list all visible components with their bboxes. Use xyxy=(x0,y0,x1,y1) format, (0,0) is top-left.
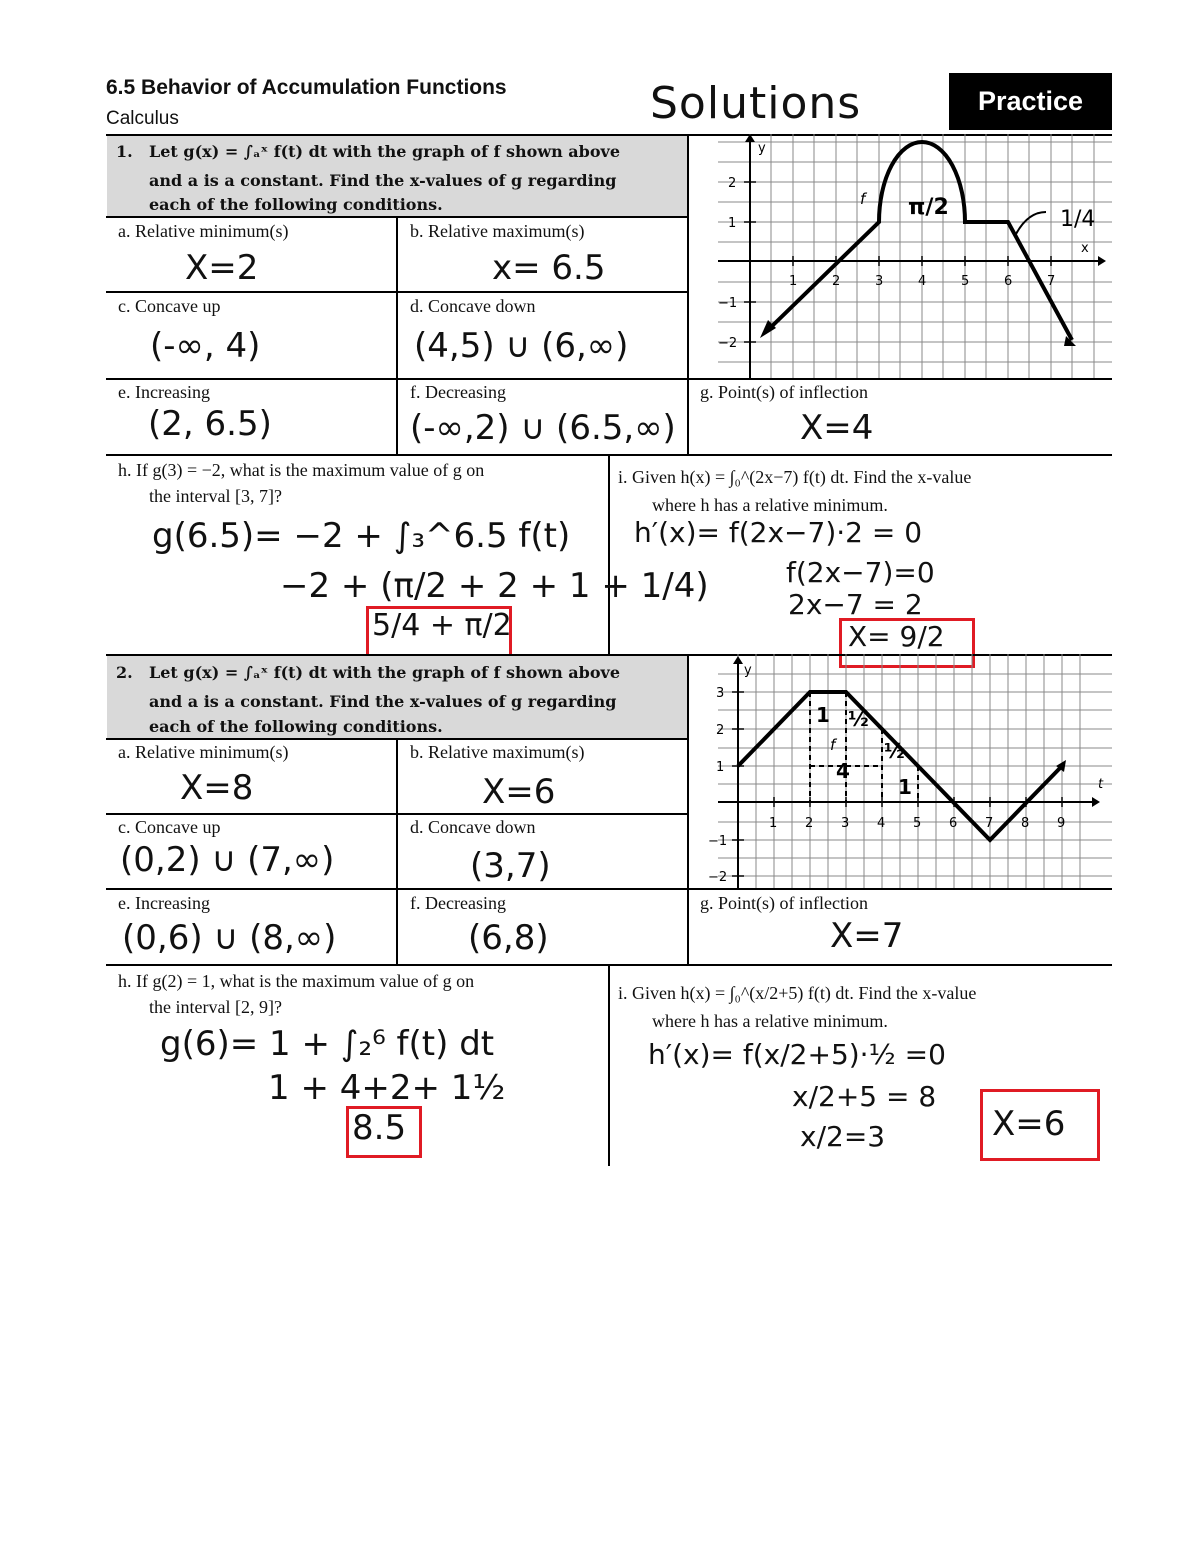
p2-xtick: 8 xyxy=(1021,816,1030,831)
p1-area-annotation: π/2 xyxy=(908,195,949,220)
p1e-label: e. Increasing xyxy=(118,382,210,402)
divider xyxy=(396,738,398,964)
p2-prompt-line1: Let g(x) = ∫ₐˣ f(t) dt with the graph of f shown above xyxy=(149,663,620,682)
p2d-label: d. Concave down xyxy=(410,817,536,837)
p2-number: 2. xyxy=(116,663,133,682)
p1-y-axis-label: y xyxy=(758,141,766,156)
p2g-answer: X=7 xyxy=(830,916,904,956)
p2i-work1: h′(x)= f(x/2+5)·½ =0 xyxy=(648,1038,946,1071)
p1e-answer: (2, 6.5) xyxy=(148,404,272,444)
p1i-label-line1: i. Given h(x) = ∫₀^(2x−7) f(t) dt. Find the x-value xyxy=(618,467,972,487)
p2-annotation: 1 xyxy=(816,703,830,727)
p1-f-label: f xyxy=(860,190,866,208)
p2-xtick: 1 xyxy=(769,816,778,831)
p2-f-label: f xyxy=(830,736,836,754)
course-name: Calculus xyxy=(106,108,179,129)
p1c-label: c. Concave up xyxy=(118,296,221,316)
p2h-answer: 8.5 xyxy=(352,1108,407,1148)
p1-x-axis-label: x xyxy=(1081,241,1089,256)
p2b-answer: X=6 xyxy=(482,772,556,812)
p2h-label-line1: h. If g(2) = 1, what is the maximum value of g on xyxy=(118,971,475,991)
practice-badge: Practice xyxy=(949,73,1112,130)
p1d-label: d. Concave down xyxy=(410,296,536,316)
p1i-label-line2: where h has a relative minimum. xyxy=(652,495,888,515)
p1-prompt-line2: and a is a constant. Find the x-values of g regarding xyxy=(149,171,617,190)
p1-ytick: 1 xyxy=(728,216,737,231)
p2f-answer: (6,8) xyxy=(468,918,549,958)
p1-xtick: 7 xyxy=(1047,274,1056,289)
p2-y-axis-label: y xyxy=(744,663,752,678)
p1-ytick: −2 xyxy=(718,336,738,351)
p2f-label: f. Decreasing xyxy=(410,893,506,913)
p2-prompt-line2: and a is a constant. Find the x-values of g regarding xyxy=(149,692,617,711)
p2i-work2: x/2+5 = 8 xyxy=(792,1080,937,1113)
p2-ytick: 2 xyxy=(716,723,725,738)
p2-xtick: 3 xyxy=(841,816,850,831)
p1i-work2: f(2x−7)=0 xyxy=(786,556,935,589)
p1h-work1: g(6.5)= −2 + ∫₃^6.5 f(t) xyxy=(152,516,571,556)
p1-prompt-line1: Let g(x) = ∫ₐˣ f(t) dt with the graph of f shown above xyxy=(149,142,620,161)
p2-t-axis-label: t xyxy=(1098,777,1104,792)
p1i-work3: 2x−7 = 2 xyxy=(788,588,923,621)
p2a-label: a. Relative minimum(s) xyxy=(118,742,289,762)
p2-graph xyxy=(688,654,1112,888)
p1g-label: g. Point(s) of inflection xyxy=(700,382,868,402)
p2-xtick: 2 xyxy=(805,816,814,831)
p2-annotation: 1 xyxy=(898,775,912,799)
p1-xtick: 5 xyxy=(961,274,970,289)
p2h-work2: 1 + 4+2+ 1½ xyxy=(268,1068,506,1108)
p2-xtick: 4 xyxy=(877,816,886,831)
p2i-work3: x/2=3 xyxy=(800,1120,886,1153)
divider xyxy=(106,888,1112,890)
p2i-label-line2: where h has a relative minimum. xyxy=(652,1011,888,1031)
p2c-label: c. Concave up xyxy=(118,817,221,837)
divider xyxy=(396,216,398,454)
p1-ytick: −1 xyxy=(718,296,738,311)
p1c-answer: (-∞, 4) xyxy=(150,326,261,366)
p1b-label: b. Relative maximum(s) xyxy=(410,221,585,241)
p2-ytick: −2 xyxy=(708,870,728,885)
p1-xtick: 1 xyxy=(789,274,798,289)
p2-xtick: 7 xyxy=(985,816,994,831)
p2e-answer: (0,6) ∪ (8,∞) xyxy=(122,918,337,958)
p2h-label-line2: the interval [2, 9]? xyxy=(149,997,282,1017)
p2-ytick: 1 xyxy=(716,760,725,775)
p1h-answer: 5/4 + π/2 xyxy=(372,608,512,643)
page-title: 6.5 Behavior of Accumulation Functions xyxy=(106,76,507,99)
p1a-answer: X=2 xyxy=(185,248,259,288)
p1f-answer: (-∞,2) ∪ (6.5,∞) xyxy=(410,408,676,448)
p2-annotation: 4 xyxy=(836,759,850,783)
p1-graph xyxy=(688,134,1112,378)
p1d-answer: (4,5) ∪ (6,∞) xyxy=(414,326,629,366)
p1-xtick: 3 xyxy=(875,274,884,289)
p1-xtick: 6 xyxy=(1004,274,1013,289)
divider xyxy=(106,378,1112,380)
p1-xtick: 4 xyxy=(918,274,927,289)
p2-ytick: −1 xyxy=(708,834,728,849)
p2b-label: b. Relative maximum(s) xyxy=(410,742,585,762)
divider xyxy=(608,454,610,654)
p1i-answer: X= 9/2 xyxy=(848,620,945,653)
p1g-answer: X=4 xyxy=(800,408,874,448)
p2i-answer: X=6 xyxy=(992,1104,1066,1144)
p2c-answer: (0,2) ∪ (7,∞) xyxy=(120,840,335,880)
p2-xtick: 6 xyxy=(949,816,958,831)
p2e-label: e. Increasing xyxy=(118,893,210,913)
p2g-label: g. Point(s) of inflection xyxy=(700,893,868,913)
p1-ytick: 2 xyxy=(728,176,737,191)
p2-annotation: ½ xyxy=(884,739,905,763)
p2d-answer: (3,7) xyxy=(470,846,551,886)
p1h-work2: −2 + (π/2 + 2 + 1 + 1/4) xyxy=(280,566,709,606)
p1a-label: a. Relative minimum(s) xyxy=(118,221,289,241)
p1-quarter-annotation: 1/4 xyxy=(1060,207,1096,232)
p2-annotation: ½ xyxy=(848,707,869,731)
p1-number: 1. xyxy=(116,142,133,161)
p2a-answer: X=8 xyxy=(180,768,254,808)
p1-prompt-line3: each of the following conditions. xyxy=(149,195,443,214)
p2-prompt-line3: each of the following conditions. xyxy=(149,717,443,736)
p2i-label-line1: i. Given h(x) = ∫₀^(x/2+5) f(t) dt. Find the x-value xyxy=(618,983,977,1003)
p1h-label-line2: the interval [3, 7]? xyxy=(149,486,282,506)
p2-xtick: 9 xyxy=(1057,816,1066,831)
p1f-label: f. Decreasing xyxy=(410,382,506,402)
p2h-work1: g(6)= 1 + ∫₂⁶ f(t) dt xyxy=(160,1024,495,1064)
p1-xtick: 2 xyxy=(832,274,841,289)
p2-xtick: 5 xyxy=(913,816,922,831)
divider xyxy=(608,964,610,1166)
p1b-answer: x= 6.5 xyxy=(492,248,606,288)
p1h-label-line1: h. If g(3) = −2, what is the maximum value of g on xyxy=(118,460,485,480)
p1i-work1: h′(x)= f(2x−7)·2 = 0 xyxy=(634,516,923,549)
solutions-handwritten-label: Solutions xyxy=(650,78,862,129)
p2-ytick: 3 xyxy=(716,686,725,701)
